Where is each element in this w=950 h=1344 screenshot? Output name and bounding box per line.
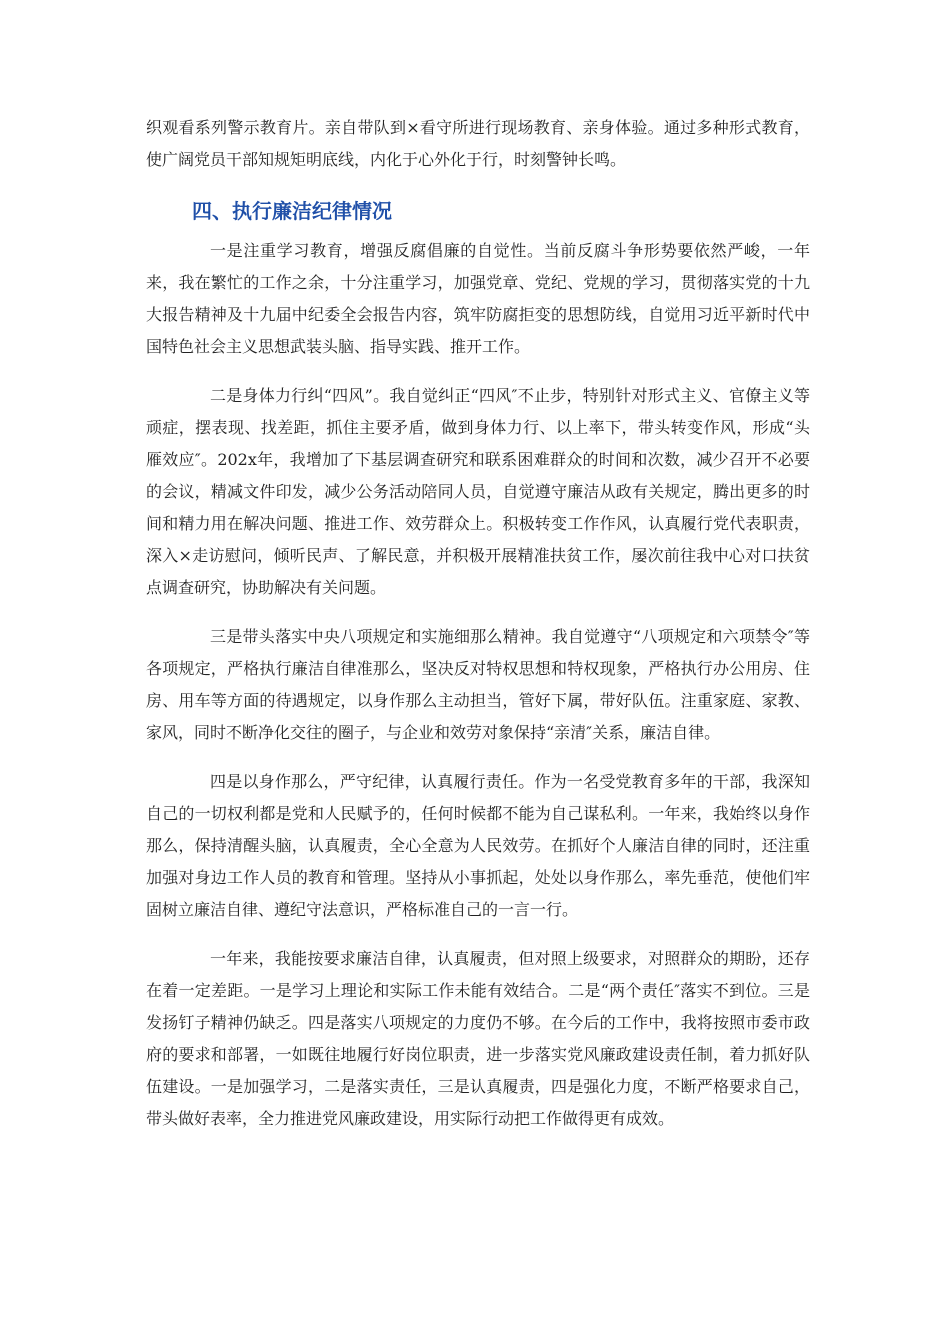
paragraph-discipline: 四是以身作那么，严守纪律，认真履行责任。作为一名受党教育多年的干部，我深知自己的一切权利都是党和人民赋予的，任何时候都不能为自己谋私利。一年来，我始终以身作那么，保持清醒头脑，认真履责，全心全意为人民效劳。在抓好个人廉洁自律的同时，还注重加强对身边工作人员的教育和管理。坚持从小事抓起，处处以身作那么，率先垂范，使他们牢固树立廉洁自律、遵纪守法意识，严格标准自己的一言一行。 (146, 772, 810, 919)
paragraph-study-education: 一是注重学习教育，增强反腐倡廉的自觉性。当前反腐斗争形势要依然严峻，一年来，我在繁忙的工作之余，十分注重学习，加强党章、党纪、党规的学习，贯彻落实党的十九大报告精神及十九届中纪委全会报告内容，筑牢防腐拒变的思想防线，自觉用习近平新时代中国特色社会主义思想武装头脑、指导实践、推开工作。 (146, 241, 810, 356)
paragraph-summary: 一年来，我能按要求廉洁自律，认真履责，但对照上级要求，对照群众的期盼，还存在着一定差距。一是学习上理论和实际工作未能有效结合。二是“两个责任″落实不到位。三是发扬钉子精神仍缺乏。四是落实八项规定的力度仍不够。在今后的工作中，我将按照市委市政府的要求和部署，一如既往地履行好岗位职责，进一步落实党风廉政建设责任制，着力抓好队伍建设。一是加强学习，二是落实责任，三是认真履责，四是强化力度，不断严格要求自己，带头做好表率，全力推进党风廉政建设，用实际行动把工作做得更有成效。 (146, 949, 810, 1128)
paragraph-eight-rules: 三是带头落实中央八项规定和实施细那么精神。我自觉遵守“八项规定和六项禁令″等各项规定，严格执行廉洁自律准那么，坚决反对特权思想和特权现象，严格执行办公用房、住房、用车等方面的待遇规定，以身作那么主动担当，管好下属，带好队伍。注重家庭、家教、家风，同时不断净化交往的圈子，与企业和效劳对象保持“亲清″关系，廉洁自律。 (146, 627, 810, 742)
paragraph-four-winds: 二是身体力行纠“四风”。我自觉纠正“四风″不止步，特别针对形式主义、官僚主义等顽症，摆表现、找差距，抓住主要矛盾，做到身体力行、以上率下，带头转变作风，形成“头雁效应″。202x年，我增加了下基层调查研究和联系困难群众的时间和次数，减少召开不必要的会议，精减文件印发，减少公务活动陪同人员，自觉遵守廉洁从政有关规定，腾出更多的时间和精力用在解决问题、推进工作、效劳群众上。积极转变工作作风，认真履行党代表职责，深入×走访慰问，倾听民声、了解民意，并积极开展精准扶贫工作，屡次前往我中心对口扶贫点调查研究，协助解决有关问题。 (146, 386, 810, 597)
section-heading: 四、执行廉洁纪律情况 (192, 199, 392, 223)
paragraph-continuation: 织观看系列警示教育片。亲自带队到×看守所进行现场教育、亲身体验。通过多种形式教育，使广阔党员干部知规矩明底线，内化于心外化于行，时刻警钟长鸣。 (146, 118, 810, 169)
document-body (146, 112, 810, 1135)
